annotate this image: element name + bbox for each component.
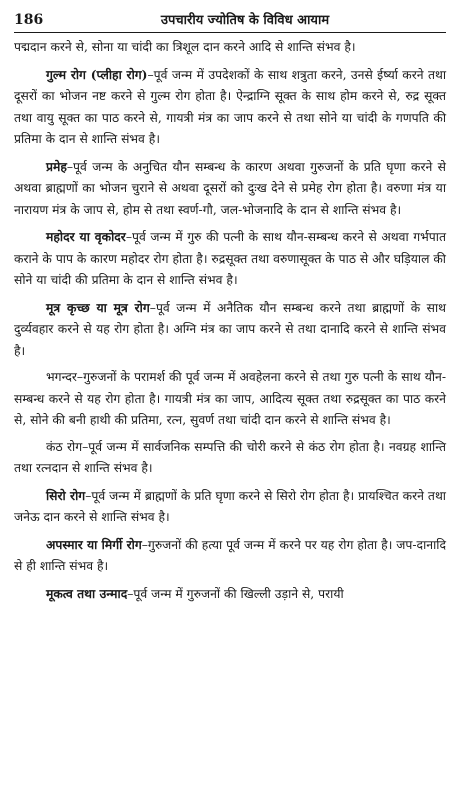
disease-term: महोदर या वृकोदर <box>46 229 126 244</box>
paragraph-text: –पूर्व जन्म के अनुचित यौन सम्बन्ध के कारण अथवा गुरुजनों के प्रति घृणा करने से अथवा ब्राह्मणों का भोजन चुराने से अथवा दूसरों को दुःख देने से प्रमेह रोग होता है। वरुणा मंत्र या नारायण मंत्र के जाप से, होम से तथा स्वर्ण-गौ, जल-भोजनादि के दान से शान्ति संभव है। <box>14 159 446 217</box>
running-title: उपचारीय ज्योतिष के विविध आयाम <box>160 13 330 28</box>
disease-term: सिरो रोग <box>46 487 86 503</box>
page-header <box>14 10 446 33</box>
disease-term: मूकत्व तथा उन्माद <box>46 585 128 601</box>
paragraph-text: भगन्दर–गुरुजनों के परामर्श की पूर्व जन्म में अवहेलना करने से तथा गुरु पत्नी के साथ यौन-सम्बन्ध करने से यह रोग होता है। गायत्री मंत्र का जाप, आदित्य सूक्त तथा रुद्रसूक्त का पाठ करने से, सोने की बनी हाथी की प्रतिमा, रत्न, सुवर्ण तथा चांदी दान करने से शान्ति संभव है। <box>14 370 446 427</box>
paragraph <box>14 367 446 432</box>
paragraph-text: कंठ रोग–पूर्व जन्म में सार्वजनिक सम्पत्ति की चोरी करने से कंठ रोग होता है। नवग्रह शान्ति तथा रत्नदान से शान्ति संभव है। <box>14 439 446 475</box>
paragraph <box>14 437 446 480</box>
paragraph <box>14 156 446 222</box>
paragraph-text: –पूर्व जन्म में गुरु की पत्नी के साथ यौन-सम्बन्ध करने से अथवा गर्भपात कराने के पाप के कारण महोदर रोग होता है। रुद्रसूक्त तथा वरुणासूक्त के पाठ से और घड़ियाल की सोने या चांदी की प्रतिमा के दान से शान्ति संभव है। <box>14 230 446 287</box>
paragraph-text: –गुरुजनों की हत्या पूर्व जन्म में करने पर यह रोग होता है। जप-दानादि से ही शान्ति संभव है। <box>14 537 446 573</box>
paragraph <box>14 37 446 59</box>
disease-term: अपस्मार या मिर्गी रोग <box>46 536 142 552</box>
paragraph-text: –पूर्व जन्म में उपदेशकों के साथ शत्रुता करने, उनसे ईर्ष्या करने तथा दूसरों का भोजन नष्ट करने से गुल्म रोग होता है। ऐन्द्राग्नि सूक्त के साथ होम करने से, रुद्र सूक्त तथा वायु सूक्त का पाठ करने से, गायत्री मंत्र का जाप करने से तथा सोने या चांदी के गणपति की प्रतिमा के दान से शान्ति संभव है। <box>14 67 447 146</box>
paragraph <box>14 64 446 151</box>
paragraph <box>14 485 446 529</box>
paragraph <box>14 583 446 606</box>
paragraph <box>14 534 446 578</box>
disease-term: मूत्र कृच्छ या मूत्र रोग <box>46 299 150 315</box>
paragraph-text: –पूर्व जन्म में अनैतिक यौन सम्बन्ध करने तथा ब्राह्मणों के साथ दुर्व्यवहार करने से यह रोग होता है। अग्नि मंत्र का जाप करने से तथा दानादि करने से शान्ति संभव है। <box>14 300 447 358</box>
page-number: 186 <box>14 12 44 28</box>
paragraph <box>14 297 446 363</box>
paragraph <box>14 226 446 292</box>
paragraph-text: –पूर्व जन्म में ब्राह्मणों के प्रति घृणा करने से सिरो रोग होता है। प्रायश्चित करने तथा जनेऊ दान करने से शान्ति संभव है। <box>14 488 446 524</box>
paragraph-text: –पूर्व जन्म में गुरुजनों की खिल्ली उड़ाने से, परायी <box>127 586 344 601</box>
disease-term: गुल्म रोग (प्लीहा रोग) <box>46 66 148 82</box>
page-content <box>14 37 446 605</box>
disease-term: प्रमेह <box>46 158 67 174</box>
paragraph-text: पद्मदान करने से, सोना या चांदी का त्रिशूल दान करने आदि से शान्ति संभव है। <box>14 40 356 54</box>
